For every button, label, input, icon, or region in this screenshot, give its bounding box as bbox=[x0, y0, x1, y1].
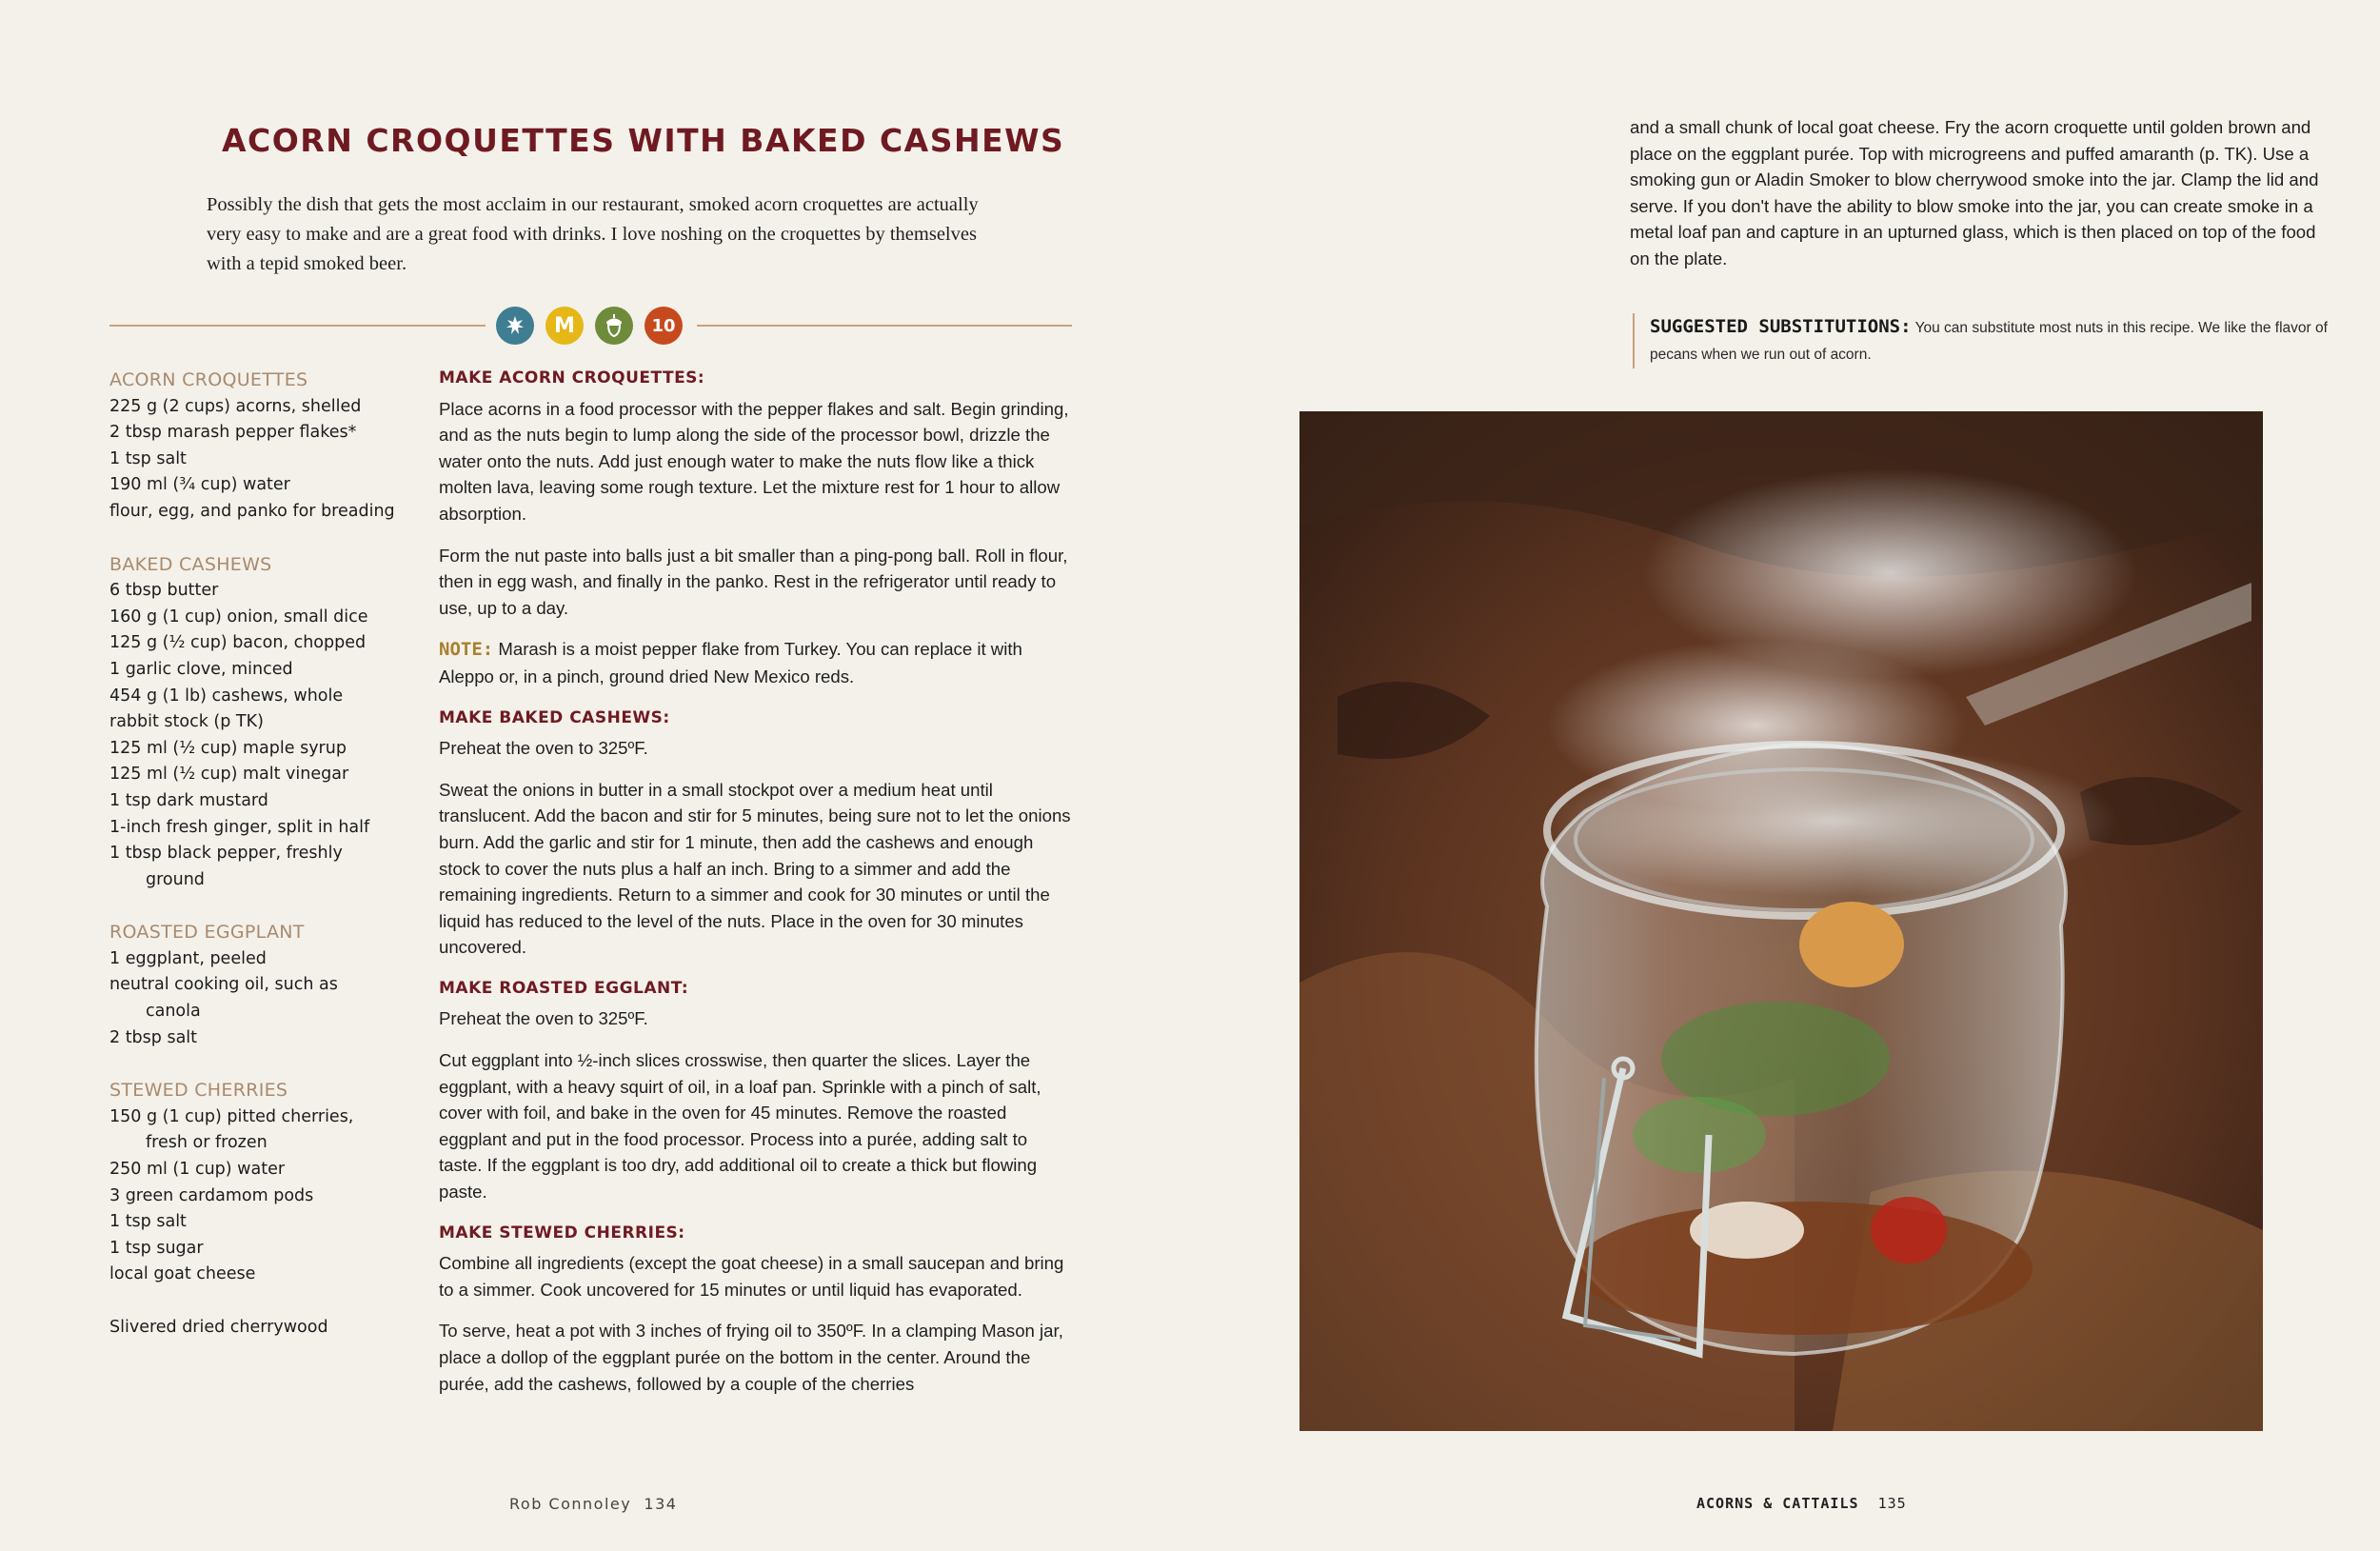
book-title: ACORNS & CATTAILS bbox=[1696, 1495, 1859, 1512]
ingredient-item: Slivered dried cherrywood bbox=[109, 1318, 328, 1337]
ingredient-heading: ROASTED EGGPLANT bbox=[109, 922, 305, 944]
ingredient-item: 160 g (1 cup) onion, small dice bbox=[109, 606, 368, 626]
ingredient-group bbox=[109, 368, 395, 526]
ingredient-group bbox=[109, 1315, 395, 1342]
ingredient-item: 1 tsp salt bbox=[109, 1212, 187, 1232]
method-continuation: and a small chunk of local goat cheese. Fry the acorn croquette until golden brown and place on the eggplant purée. Top with microgreens and puffed amaranth (p. TK). Use a smoking gun or Aladin Smoker to blow cherrywood smoke into the jar. Clamp the lid and serve. If you don't have the ability to blow smoke into the jar, you can create smoke in a metal loaf pan and capture in an upturned glass, which is then placed on top of the food on the plate. bbox=[1630, 117, 2319, 268]
step-text: Sweat the onions in butter in a small stockpot over a medium heat until translucent. Add the bacon and stir for 5 minutes, being sure not to let the onions burn. Add the garlic and stir for 1 minute, then add the cashews and enough stock to cover the nuts plus a half an inch. Bring to a simmer and add the remaining ingredients. Return to a simmer and cook for 30 minutes or until the liquid has reduced to the level of the nuts. Place in the oven for 30 minutes uncovered. bbox=[439, 779, 1071, 958]
ingredient-item: 1 tsp dark mustard bbox=[109, 790, 268, 810]
ingredient-item: 190 ml (¾ cup) water bbox=[109, 475, 290, 495]
ten-badge-icon: 10 bbox=[645, 307, 683, 345]
author-name: Rob Connoley bbox=[509, 1495, 632, 1513]
ingredient-item: 1 eggplant, peeled bbox=[109, 948, 267, 968]
ingredient-item: 454 g (1 lb) cashews, whole bbox=[109, 686, 344, 706]
ingredient-item: local goat cheese bbox=[109, 1264, 256, 1284]
acorn-icon bbox=[595, 307, 633, 345]
ingredient-item: 2 tbsp marash pepper flakes* bbox=[109, 423, 357, 443]
recipe-badges bbox=[496, 307, 683, 345]
step-text: Cut eggplant into ½-inch slices crosswise, then quarter the slices. Layer the eggplant, with a heavy squirt of oil, in a loaf pan. Sprinkle with a pinch of salt, cover with foil, and bake in the oven for 45 minutes. Remove the roasted eggplant and put in the food processor. Process into a purée, adding salt to taste. If the eggplant is too dry, add additional oil to create a thick but flowing paste. bbox=[439, 1050, 1041, 1203]
ingredient-item: 1-inch fresh ginger, split in half bbox=[109, 817, 370, 837]
note-label: NOTE: bbox=[439, 639, 494, 661]
page-footer-left bbox=[509, 1495, 677, 1513]
ingredient-item: 1 tsp salt bbox=[109, 448, 187, 468]
ingredient-item: 250 ml (1 cup) water bbox=[109, 1160, 286, 1180]
ingredient-item: 1 tbsp black pepper, freshly ground bbox=[109, 844, 343, 889]
ingredient-item: 125 g (½ cup) bacon, chopped bbox=[109, 633, 367, 653]
step-heading: MAKE STEWED CHERRIES: bbox=[439, 1223, 685, 1243]
ingredient-group bbox=[109, 920, 395, 1051]
step-text: To serve, heat a pot with 3 inches of frying oil to 350ºF. In a clamping Mason jar, place a dollop of the eggplant purée on the bottom in the center. Around the purée, add the cashews, followed by a couple of the cherries bbox=[439, 1321, 1063, 1394]
step-text: Form the nut paste into balls just a bit smaller than a ping-pong ball. Roll in flour, then in egg wash, and finally in the panko. Rest in the refrigerator until ready to use, up to a day. bbox=[439, 545, 1068, 618]
ingredient-heading: ACORN CROQUETTES bbox=[109, 369, 308, 390]
note bbox=[439, 636, 1074, 689]
ingredient-group bbox=[109, 1078, 395, 1288]
step-text: Preheat the oven to 325ºF. bbox=[439, 1008, 648, 1029]
ingredients-list bbox=[109, 368, 395, 1368]
right-page bbox=[1190, 0, 2380, 1551]
ingredient-heading: STEWED CHERRIES bbox=[109, 1080, 288, 1102]
ingredient-item: 1 tsp sugar bbox=[109, 1238, 204, 1258]
divider-left bbox=[109, 325, 486, 327]
leaf-icon bbox=[496, 307, 534, 345]
ingredient-item: flour, egg, and panko for breading bbox=[109, 501, 395, 521]
subs-text: You can substitute most nuts in this recipe. We like the flavor of pecans when we run out of acorn. bbox=[1650, 320, 2328, 363]
page-footer-right bbox=[1696, 1495, 1907, 1512]
step-text: Place acorns in a food processor with the pepper flakes and salt. Begin grinding, and as the nuts begin to lump along the side of the processor bowl, drizzle the water onto the nuts. Add just enough water to make the nuts flow like a thick molten lava, leaving some rough texture. Let the mixture rest for 1 hour to allow absorption. bbox=[439, 398, 1069, 524]
ingredient-item: 125 ml (½ cup) malt vinegar bbox=[109, 765, 349, 785]
ingredient-item: rabbit stock (p TK) bbox=[109, 712, 264, 732]
page-number: 134 bbox=[644, 1495, 678, 1513]
ingredient-item: 2 tbsp salt bbox=[109, 1027, 198, 1047]
divider-right bbox=[697, 325, 1072, 327]
ingredient-heading: BAKED CASHEWS bbox=[109, 553, 272, 575]
ingredient-item: 225 g (2 cups) acorns, shelled bbox=[109, 396, 362, 416]
method bbox=[439, 366, 1074, 1412]
ingredient-item: neutral cooking oil, such as canola bbox=[109, 975, 338, 1022]
m-badge-icon: M bbox=[545, 307, 584, 345]
page-number: 135 bbox=[1877, 1495, 1907, 1512]
step-heading: MAKE ROASTED EGGLANT: bbox=[439, 978, 689, 998]
step-heading: MAKE ACORN CROQUETTES: bbox=[439, 368, 705, 388]
ingredient-item: 150 g (1 cup) pitted cherries, fresh or frozen bbox=[109, 1106, 354, 1153]
ingredient-group bbox=[109, 552, 395, 894]
ingredient-item: 1 garlic clove, minced bbox=[109, 659, 293, 679]
step-heading: MAKE BAKED CASHEWS: bbox=[439, 707, 670, 727]
ingredient-item: 125 ml (½ cup) maple syrup bbox=[109, 738, 347, 758]
step-text: Preheat the oven to 325ºF. bbox=[439, 738, 648, 759]
note-text: Marash is a moist pepper flake from Turkey. You can replace it with Aleppo or, in a pinch, ground dried New Mexico reds. bbox=[439, 639, 1022, 686]
recipe-title: ACORN CROQUETTES WITH BAKED CASHEWS bbox=[222, 122, 1065, 159]
food-photo bbox=[1299, 411, 2263, 1431]
ingredient-item: 6 tbsp butter bbox=[109, 581, 219, 601]
recipe-intro: Possibly the dish that gets the most acclaim in our restaurant, smoked acorn croquettes are actually very easy to make and are a great food with drinks. I love noshing on the croquettes by themselves with a tepid smoked beer. bbox=[207, 194, 979, 274]
subs-label: SUGGESTED SUBSTITUTIONS: bbox=[1650, 316, 1912, 337]
suggested-substitutions bbox=[1633, 313, 2342, 368]
step-text: Combine all ingredients (except the goat cheese) in a small saucepan and bring to a simmer. Cook uncovered for 15 minutes or until liquid has evaporated. bbox=[439, 1253, 1064, 1300]
ingredient-item: 3 green cardamom pods bbox=[109, 1185, 314, 1205]
